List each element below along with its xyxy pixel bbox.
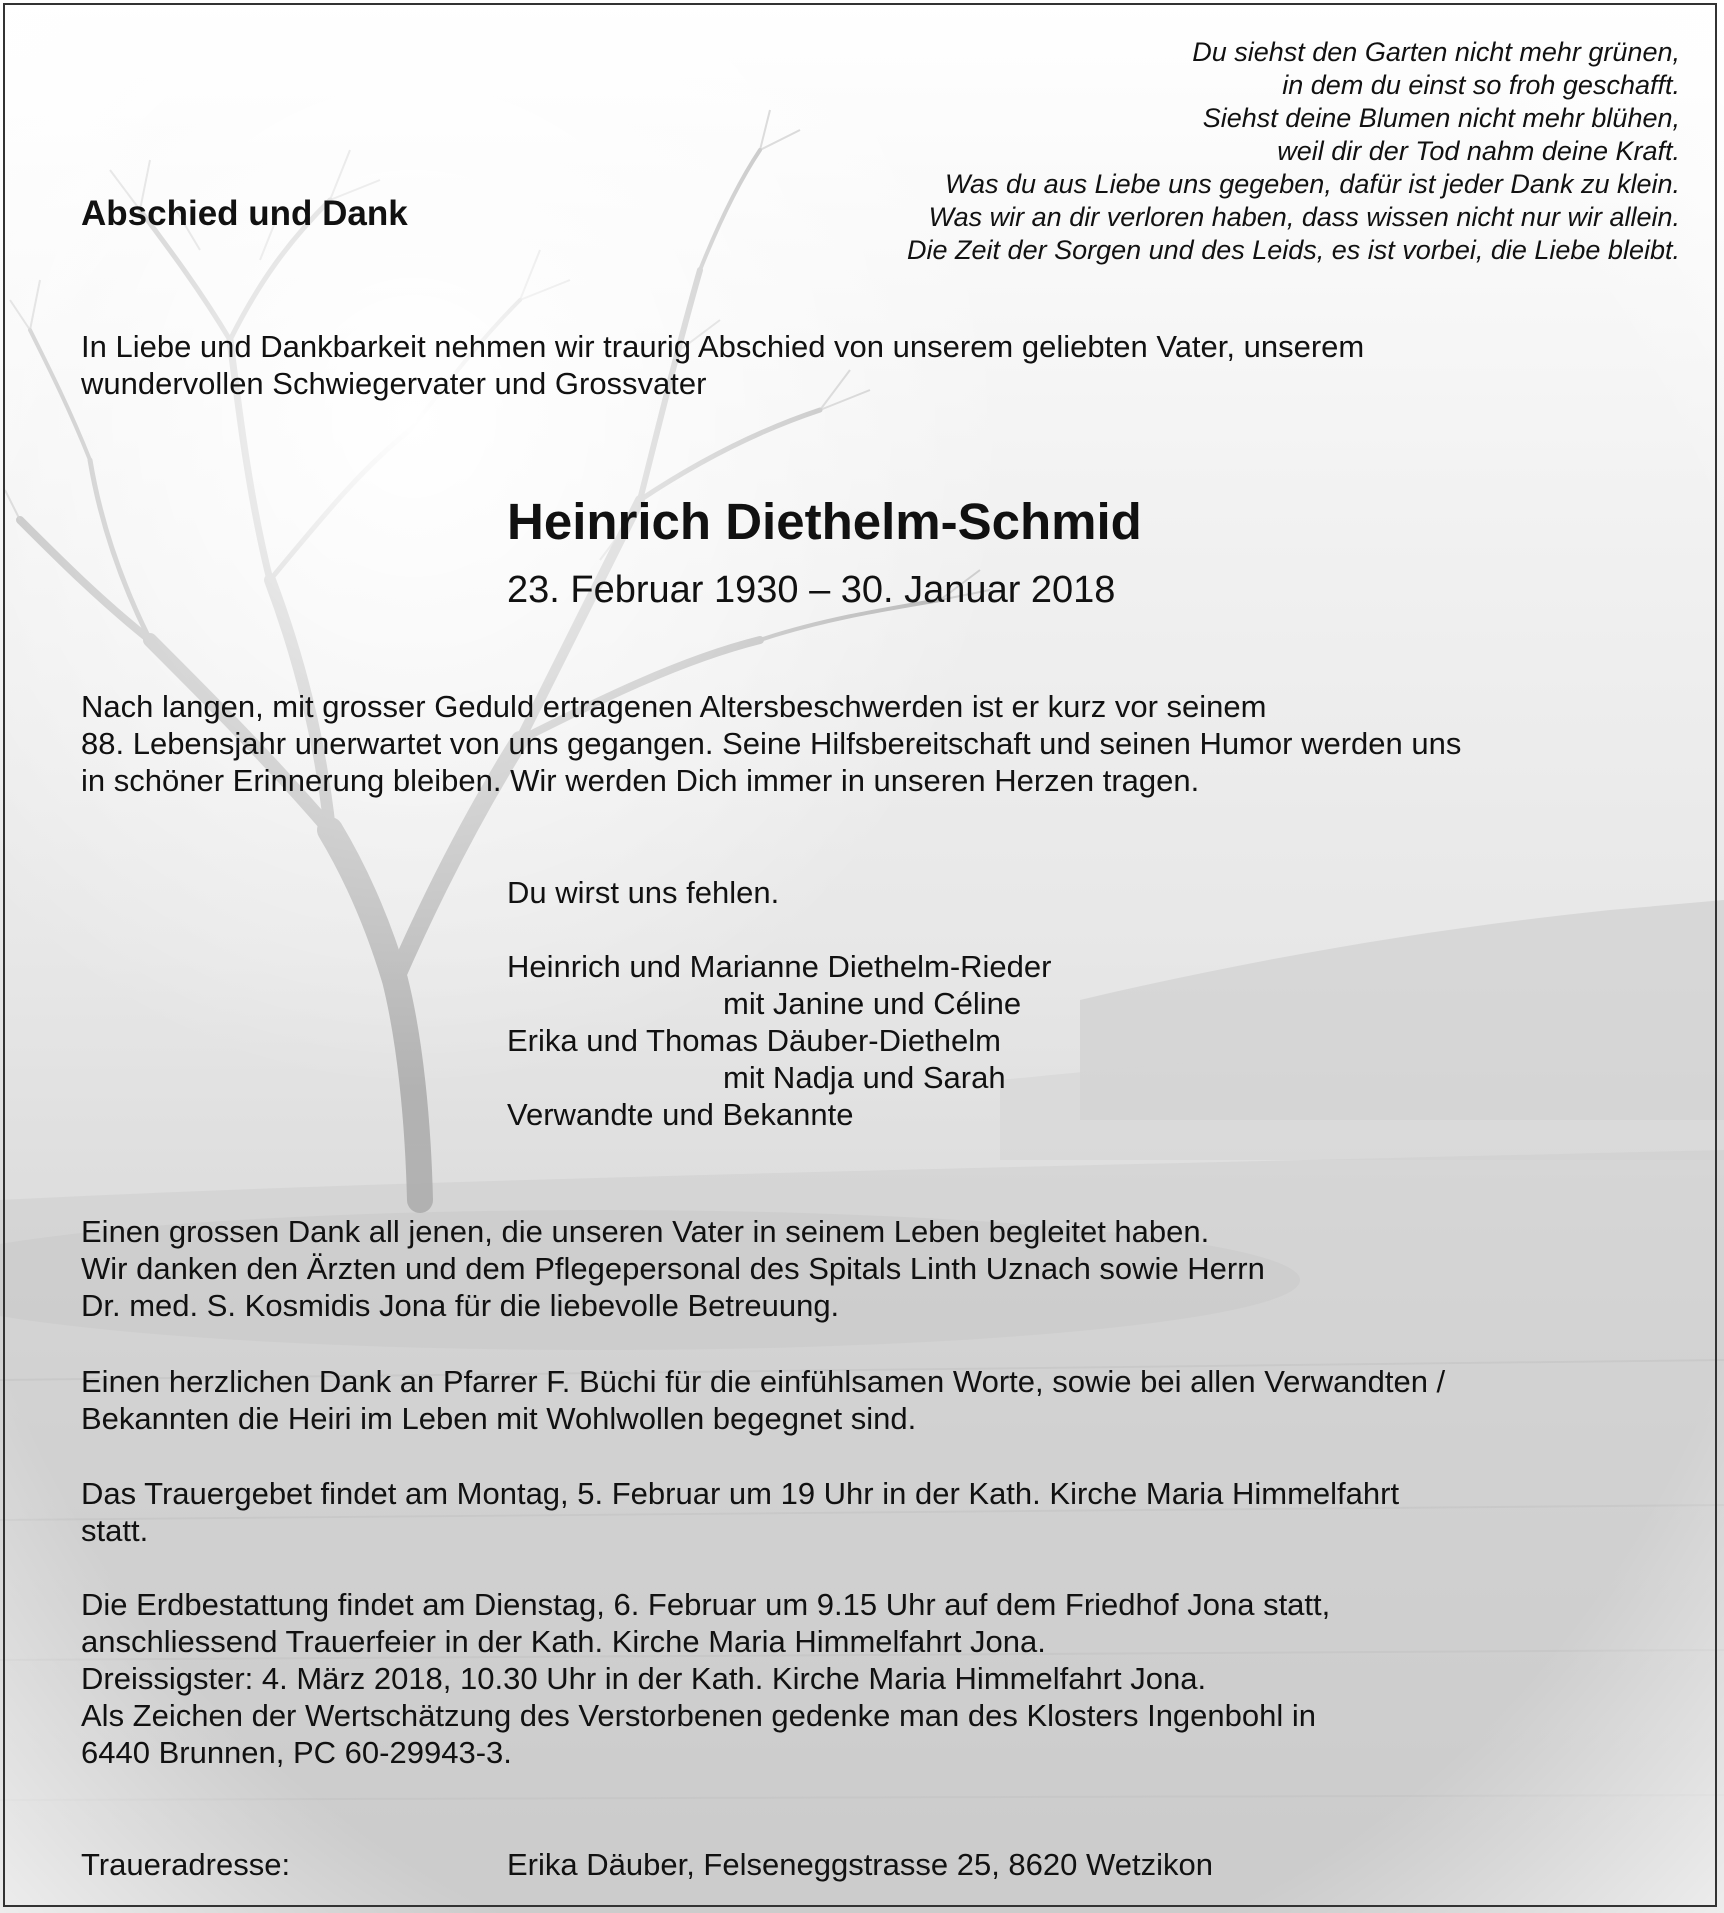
text-line: Dr. med. S. Kosmidis Jona für die liebevolle Betreuung.	[81, 1288, 840, 1323]
poem-line: Du siehst den Garten nicht mehr grünen,	[1192, 37, 1680, 67]
deceased-name: Heinrich Diethelm-Schmid	[507, 493, 1142, 550]
tribute-paragraph	[81, 688, 1461, 799]
intro-paragraph	[81, 328, 1364, 402]
text-line: 6440 Brunnen, PC 60-29943-3.	[81, 1735, 512, 1770]
poem-line: Die Zeit der Sorgen und des Leids, es ist vorbei, die Liebe bleibt.	[907, 235, 1680, 265]
text-line: Als Zeichen der Wertschätzung des Verstorbenen gedenke man des Klosters Ingenbohl in	[81, 1698, 1317, 1733]
address-value: Erika Däuber, Felseneggstrasse 25, 8620 Wetzikon	[507, 1847, 1213, 1882]
deceased-dates: 23. Februar 1930 – 30. Januar 2018	[507, 569, 1116, 611]
mourner-line: Verwandte und Bekannte	[507, 1097, 854, 1132]
text-line: Einen herzlichen Dank an Pfarrer F. Büchi für die einfühlsamen Worte, sowie bei allen Verwandten /	[81, 1364, 1446, 1399]
text-line: Dreissigster: 4. März 2018, 10.30 Uhr in der Kath. Kirche Maria Himmelfahrt Jona.	[81, 1661, 1207, 1696]
mourner-line: Heinrich und Marianne Diethelm-Rieder	[507, 949, 1052, 984]
text-line: wundervollen Schwiegervater und Grossvater	[81, 366, 707, 401]
text-line: 88. Lebensjahr unerwartet von uns gegangen. Seine Hilfsbereitschaft und seinen Humor werden uns	[81, 726, 1462, 761]
mourner-line: mit Nadja und Sarah	[723, 1060, 1006, 1095]
poem-line: Siehst deine Blumen nicht mehr blühen,	[1202, 103, 1680, 133]
prayer-paragraph	[81, 1475, 1399, 1549]
text-line: Nach langen, mit grosser Geduld ertragenen Altersbeschwerden ist er kurz vor seinem	[81, 689, 1267, 724]
thanks-pastor-paragraph	[81, 1363, 1445, 1437]
address-label: Traueradresse:	[81, 1847, 291, 1882]
heading: Abschied und Dank	[81, 194, 408, 233]
thanks-paragraph	[81, 1213, 1265, 1324]
text-line: statt.	[81, 1513, 149, 1548]
text-line: in schöner Erinnerung bleiben. Wir werden Dich immer in unseren Herzen tragen.	[81, 763, 1200, 798]
mourner-line: Erika und Thomas Däuber-Diethelm	[507, 1023, 1001, 1058]
text-line: Einen grossen Dank all jenen, die unseren Vater in seinem Leben begleitet haben.	[81, 1214, 1210, 1249]
poem-line: weil dir der Tod nahm deine Kraft.	[1277, 136, 1680, 166]
poem-line: in dem du einst so froh geschafft.	[1282, 70, 1680, 100]
poem-line: Was du aus Liebe uns gegeben, dafür ist jeder Dank zu klein.	[945, 169, 1680, 199]
mourners-list	[507, 948, 1051, 1133]
burial-paragraph	[81, 1586, 1330, 1771]
mourner-line: mit Janine und Céline	[723, 986, 1022, 1021]
poem	[907, 36, 1680, 267]
text-line: anschliessend Trauerfeier in der Kath. Kirche Maria Himmelfahrt Jona.	[81, 1624, 1046, 1659]
text-line: In Liebe und Dankbarkeit nehmen wir traurig Abschied von unserem geliebten Vater, unserem	[81, 329, 1365, 364]
poem-line: Was wir an dir verloren haben, dass wissen nicht nur wir allein.	[928, 202, 1680, 232]
farewell-line: Du wirst uns fehlen.	[507, 875, 780, 910]
text-line: Das Trauergebet findet am Montag, 5. Februar um 19 Uhr in der Kath. Kirche Maria Himmelfahrt	[81, 1476, 1400, 1511]
text-line: Die Erdbestattung findet am Dienstag, 6. Februar um 9.15 Uhr auf dem Friedhof Jona statt,	[81, 1587, 1331, 1622]
text-line: Bekannten die Heiri im Leben mit Wohlwollen begegnet sind.	[81, 1401, 917, 1436]
text-line: Wir danken den Ärzten und dem Pflegepersonal des Spitals Linth Uznach sowie Herrn	[81, 1251, 1265, 1286]
